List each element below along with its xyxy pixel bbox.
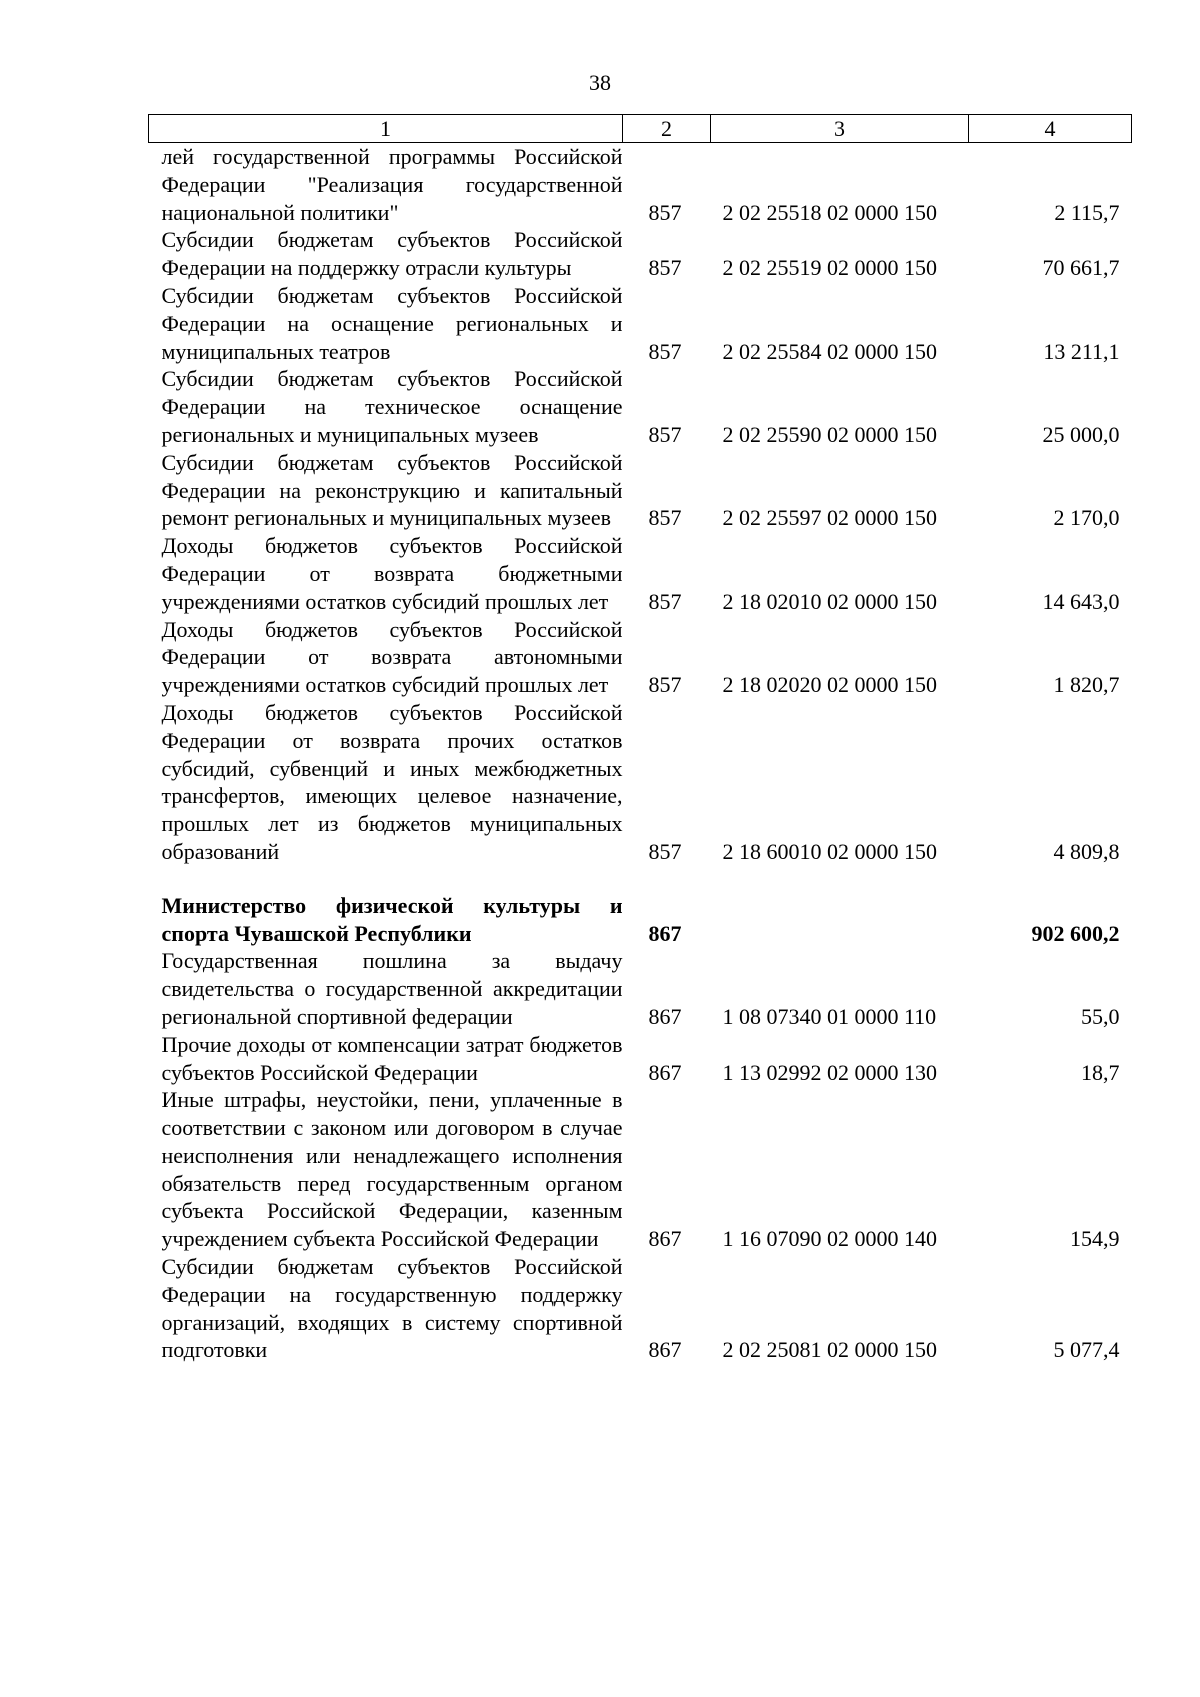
- header-col-4: 4: [969, 115, 1132, 143]
- admin-code-cell: 857: [648, 672, 682, 698]
- budget-code-cell: 2 02 25518 02 0000 150: [722, 199, 937, 225]
- table-row: [149, 532, 1132, 615]
- table-row: [149, 1031, 1132, 1087]
- income-name-cell: Министерство физической культуры и спорта Чувашской Республики: [161, 892, 623, 946]
- table-row: [149, 226, 1132, 282]
- budget-code-cell: 2 02 25519 02 0000 150: [722, 255, 937, 281]
- budget-code-cell: 1 13 02992 02 0000 130: [722, 1059, 937, 1085]
- amount-cell: 1 820,7: [1053, 672, 1120, 698]
- page-number: 38: [589, 70, 611, 95]
- table-body: [149, 143, 1132, 1365]
- table-row: [149, 143, 1132, 227]
- budget-code-cell: 2 02 25081 02 0000 150: [722, 1337, 937, 1363]
- table-row: [149, 365, 1132, 448]
- income-name-cell: Субсидии бюджетам субъектов Российской Федерации на государственную поддержку организаций, входящих в систему спортивной подготовки: [161, 1254, 623, 1363]
- income-name-cell: Доходы бюджетов субъектов Российской Федерации от возврата бюджетными учреждениями остатков субсидий прошлых лет: [161, 533, 623, 614]
- admin-code-cell: 857: [648, 588, 682, 614]
- header-col-3: 3: [711, 115, 969, 143]
- header-col-1: 1: [149, 115, 623, 143]
- table-row: [149, 449, 1132, 532]
- income-name-cell: Доходы бюджетов субъектов Российской Федерации от возврата прочих остатков субсидий, субвенций и иных межбюджетных трансфертов, имеющих целевое назначение, прошлых лет из бюджетов муниципальных образований: [161, 699, 623, 864]
- admin-code-cell: 867: [648, 1337, 682, 1363]
- header-col-2: 2: [623, 115, 711, 143]
- budget-code-cell: 2 02 25590 02 0000 150: [722, 421, 937, 447]
- admin-code-cell: 857: [648, 421, 682, 447]
- admin-code-cell: 867: [648, 1226, 682, 1252]
- admin-code-cell: 867: [648, 1059, 682, 1085]
- amount-cell: 5 077,4: [1053, 1337, 1120, 1363]
- table-row: [149, 282, 1132, 365]
- table-row: [149, 699, 1132, 866]
- budget-code-cell: 2 18 02020 02 0000 150: [722, 672, 937, 698]
- spacer-row: [149, 866, 1132, 892]
- budget-code-cell: 2 18 02010 02 0000 150: [722, 588, 937, 614]
- table-row: [149, 616, 1132, 699]
- amount-cell: 2 170,0: [1053, 505, 1120, 531]
- income-name-cell: Субсидии бюджетам субъектов Российской Федерации на оснащение региональных и муниципальных театров: [161, 282, 623, 364]
- table-row: [149, 1253, 1132, 1364]
- amount-cell: 4 809,8: [1053, 838, 1120, 864]
- table-row: [149, 1086, 1132, 1253]
- amount-cell: 25 000,0: [1042, 421, 1120, 447]
- table-row: [149, 947, 1132, 1030]
- header-row: [149, 115, 1132, 143]
- amount-cell: 13 211,1: [1043, 338, 1120, 364]
- amount-cell: 14 643,0: [1042, 588, 1120, 614]
- budget-code-cell: 1 16 07090 02 0000 140: [722, 1226, 937, 1252]
- admin-code-cell: 867: [648, 1003, 682, 1029]
- amount-cell: 2 115,7: [1054, 199, 1120, 225]
- admin-code-cell: 857: [648, 255, 682, 281]
- admin-code-cell: 857: [648, 838, 682, 864]
- admin-code-cell: 867: [648, 920, 682, 946]
- income-name-cell: Доходы бюджетов субъектов Российской Федерации от возврата автономными учреждениями остатков субсидий прошлых лет: [161, 616, 623, 698]
- spacer-cell: [149, 866, 1132, 892]
- budget-code-cell: 1 08 07340 01 0000 110: [722, 1003, 937, 1029]
- table-header: [149, 115, 1132, 143]
- amount-cell: 902 600,2: [1031, 920, 1120, 946]
- admin-code-cell: 857: [648, 338, 682, 364]
- income-name-cell: лей государственной программы Российской Федерации "Реализация государственной национальной политики": [161, 144, 623, 225]
- budget-code-cell: 2 02 25597 02 0000 150: [722, 505, 937, 531]
- income-name-cell: Прочие доходы от компенсации затрат бюджетов субъектов Российской Федерации: [161, 1031, 623, 1085]
- admin-code-cell: 857: [648, 199, 682, 225]
- revenue-table: [148, 114, 1132, 1364]
- amount-cell: 70 661,7: [1042, 255, 1120, 281]
- income-name-cell: Субсидии бюджетам субъектов Российской Федерации на реконструкцию и капитальный ремонт региональных и муниципальных музеев: [161, 449, 623, 531]
- amount-cell: 18,7: [1081, 1059, 1120, 1085]
- budget-code-cell: 2 02 25584 02 0000 150: [722, 338, 937, 364]
- income-name-cell: Субсидии бюджетам субъектов Российской Федерации на техническое оснащение региональных и муниципальных музеев: [161, 366, 623, 447]
- admin-code-cell: 857: [648, 505, 682, 531]
- amount-cell: 55,0: [1081, 1003, 1120, 1029]
- amount-cell: 154,9: [1070, 1226, 1120, 1252]
- budget-code-cell: 2 18 60010 02 0000 150: [722, 838, 937, 864]
- income-name-cell: Государственная пошлина за выдачу свидетельства о государственной аккредитации региональной спортивной федерации: [161, 948, 623, 1029]
- income-name-cell: Иные штрафы, неустойки, пени, уплаченные в соответствии с законом или договором в случае неисполнения или ненадлежащего исполнения обязательств перед государственным органом субъекта Российской Федерации, казенным учреждением субъекта Российской Федерации: [161, 1087, 623, 1252]
- section-heading-row: [149, 892, 1132, 948]
- income-name-cell: Субсидии бюджетам субъектов Российской Федерации на поддержку отрасли культуры: [161, 227, 623, 281]
- budget-code-cell: [711, 892, 969, 948]
